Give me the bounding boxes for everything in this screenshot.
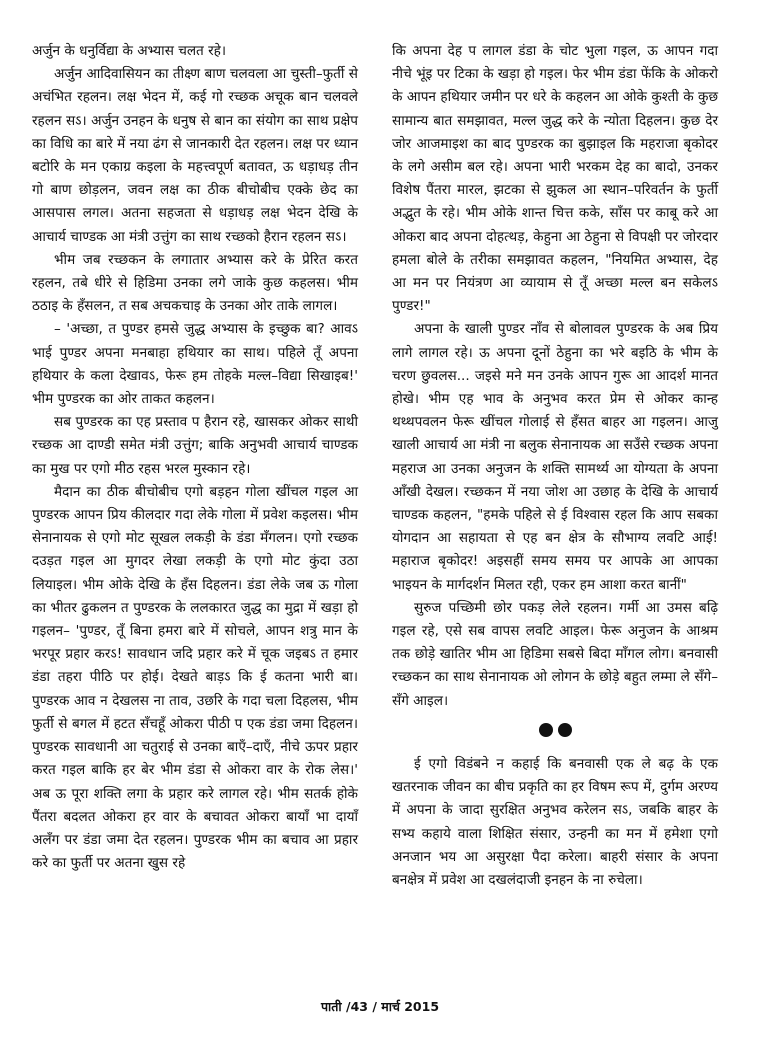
- section-separator: [392, 723, 718, 737]
- paragraph: अपना के खाली पुण्डर नाँव से बोलावल पुण्डरक के अब प्रिय लागे लागल रहे। ऊ अपना दूनों ठेहुना का भरे बइठि के भीम के चरण छुवलस... जइसे मने मन उनके आपन गुरू आ आदर्श मानत होखे। भीम एह भाव के अनुभव करत प्रेम से ओकर कान्ह थथ्थपवलन फेरू खींचल गोलाई से हँसत बाहर आ गइलन। आजु खाली आचार्य आ मंत्री ना बलुक सेनानायक आ सउँसे रच्छक अपना महराज आ उनका अनुजन के शक्ति सामर्थ्य आ योग्यता के अपना आँखी देखल। रच्छकन में नया जोश आ उछाह के देखि के आचार्य चाण्डक कहलन, "हमके पहिले से ई विश्वास रहल कि आप सबका योगदान आ सहायता से एह बन क्षेत्र के सौभाग्य लवटि आई! महाराज बृकोदर! अइसहीं समय समय पर आपके आ आपका भाइयन के मार्गदर्शन मिलत रही, एकर हम आशा करत बानीं": [392, 321, 718, 593]
- paragraph: सब पुण्डरक का एह प्रस्ताव प हैरान रहे, खासकर ओकर साथी रच्छक आ दाण्डी समेत मंत्री उत्तुंग; बाकि अनुभवी आचार्य चाण्डक का मुख पर एगो मीठ रहस भरल मुस्कान रहे।: [32, 414, 358, 477]
- right-column: [392, 40, 718, 892]
- paragraph: ई एगो विडंबने न कहाई कि बनवासी एक ले बढ़ के एक खतरनाक जीवन का बीच प्रकृति का हर विषम रूप में, दुर्गम अरण्य में अपना के जादा सुरक्षित अनुभव करेलन सऽ, जबकि बाहर के सभ्य कहाये वाला शिक्षित संसार, उन्हनी का मन में हमेशा एगो अनजान भय आ असुरक्षा पैदा करेला। बाहरी संसार के अपना बनक्षेत्र में प्रवेश आ दखलंदाजी इनहन के ना रुचेला।: [392, 755, 718, 888]
- paragraph: – 'अच्छा, त पुण्डर हमसे जुद्ध अभ्यास के इच्छुक बा? आवऽ भाई पुण्डर अपना मनबाहा हथियार का साथ। पहिले तूँ अपना हथियार के कला देखावऽ, फेरू हम तोहके मल्ल–विद्या सिखाइब!' भीम पुण्डरक का ओर ताकत कहलन।: [32, 321, 358, 408]
- paragraph: भीम जब रच्छकन के लगातार अभ्यास करे के प्रेरित करत रहलन, तबे धीरे से हिडिमा उनका लगे जाके कुछ कहलस। भीम ठठाइ के हँसलन, त सब अचकचाइ के उनका ओर ताके लागल।: [32, 251, 358, 315]
- paragraph: अर्जुन के धनुर्विद्या के अभ्यास चलत रहे।: [32, 43, 227, 59]
- left-column: [32, 40, 358, 875]
- paragraph: अर्जुन आदिवासियन का तीक्ष्ण बाण चलवला आ चुस्ती–फुर्ती से अचंभित रहलन। लक्ष भेदन में, कई गो रच्छक अचूक बान चलवले रहलन सऽ। अर्जुन उनहन के धनुष से बान का संयोग का साथ प्रक्षेप का विधि का बारे में नया ढंग से जानकारी देत रहलन। लक्ष पर ध्यान बटोरि के मन एकाग्र कइला के महत्त्वपूर्ण बतावत, ऊ धड़ाधड़ तीन गो बाण छोड़लन, जवन लक्ष का ठीक बीचोबीच एक्के छेद का आसपास लगल। अतना सहजता से धड़ाधड़ लक्ष भेदन देखि के आचार्य चाण्डक आ मंत्री उत्तुंग का साथ रच्छको हैरान रहलन सऽ।: [32, 66, 358, 245]
- paragraph: मैदान का ठीक बीचोबीच एगो बड़हन गोला खींचल गइल आ पुण्डरक आपन प्रिय कीलदार गदा लेके गोला में प्रवेश कइलस। भीम सेनानायक से एगो मोट सूखल लकड़ी के डंडा मँगलन। एगो रच्छक दउड़त गइल आ मुगदर लेखा लकड़ी के एगो मोट कुंदा उठा लियाइल। भीम ओके देखि के हँस दिहलन। डंडा लेके जब ऊ गोला का भीतर ढुकलन त पुण्डरक के ललकारत जुद्ध का मुद्रा में खड़ा हो गइलन– 'पुण्डर, तूँ बिना हमरा बारे में सोचले, आपन शत्रु मान के भरपूर प्रहार करऽ! सावधान जदि प्रहार करे में चूक जइबऽ त हमार डंडा तहरा पीठि पर होई। देखते बाड़ऽ कि ई कतना भारी बा। पुण्डरक आव न देखलस ना ताव, उछरि के गदा चला दिहलस, भीम फुर्ती से बगल में हटत सँचहूँ ओकरा पीठी प एक डंडा जमा दिहलन। पुण्डरक सावधानी आ चतुराई से उनका बाएँ–दाएँ, नीचे ऊपर प्रहार करत गइल बाकि हर बेर भीम डंडा से ओकरा वार के रोक लेस।' अब ऊ पूरा शक्ति लगा के प्रहार करे लागल रहे। भीम सतर्क होके पैंतरा बदलत ओकरा हर वार के बचावत ओकरा बायाँ भा दायाँ अलँग पर डंडा जमा देत रहलन। पुण्डरक भीम का बचाव आ प्रहार करे का फुर्ती पर अतना खुस रहे: [32, 483, 358, 872]
- paragraph: सुरुज पच्छिमी छोर पकड़ लेले रहलन। गर्मी आ उमस बढ़ि गइल रहे, एसे सब वापस लवटि आइल। फेरू अनुजन के आश्रम तक छोड़े खातिर भीम आ हिडिमा सबसे बिदा माँगल लोग। बनवासी रच्छकन का साथ सेनानायक ओ लोगन के छोड़े बहुत लम्मा ले सँगे–सँगे आइल।: [392, 599, 718, 709]
- bullet-dot-icon: [558, 723, 572, 737]
- page-footer: पाती /43 / मार्च 2015: [320, 999, 440, 1014]
- bullet-dot-icon: [539, 723, 553, 737]
- paragraph: कि अपना देह प लागल डंडा के चोट भुला गइल, ऊ आपन गदा नीचे भूंइ पर टिका के खड़ा हो गइल। फेर भीम डंडा फेंकि के ओकरो के आपन हथियार जमीन पर धरे के कहलन आ ओके कुश्ती के कुछ सामान्य बात समझावत, मल्ल जुद्ध करे के न्योता दिहलन। कुछ देर जोर आजमाइश का बाद पुण्डरक का बुझाइल कि महराजा बृकोदर के लगे असीम बल रहे। अपना भारी भरकम देह का बादो, उनकर विशेष पैंतरा मारल, झटका से झुकल आ स्थान–परिवर्तन के फुर्ती अद्भुत के रहे। भीम ओके शान्त चित्त कके, साँस पर काबू करे आ ओकरा बाद अपना दोहत्थड़, केहुना आ ठेहुना से विपक्षी पर जोरदार हमला बोले के तरीका समझावत कहलन, "नियमित अभ्यास, देह आ मन पर नियंत्रण आ व्यायाम से तूँ अच्छा मल्ल बन सकेलऽ पुण्डर!": [392, 43, 718, 315]
